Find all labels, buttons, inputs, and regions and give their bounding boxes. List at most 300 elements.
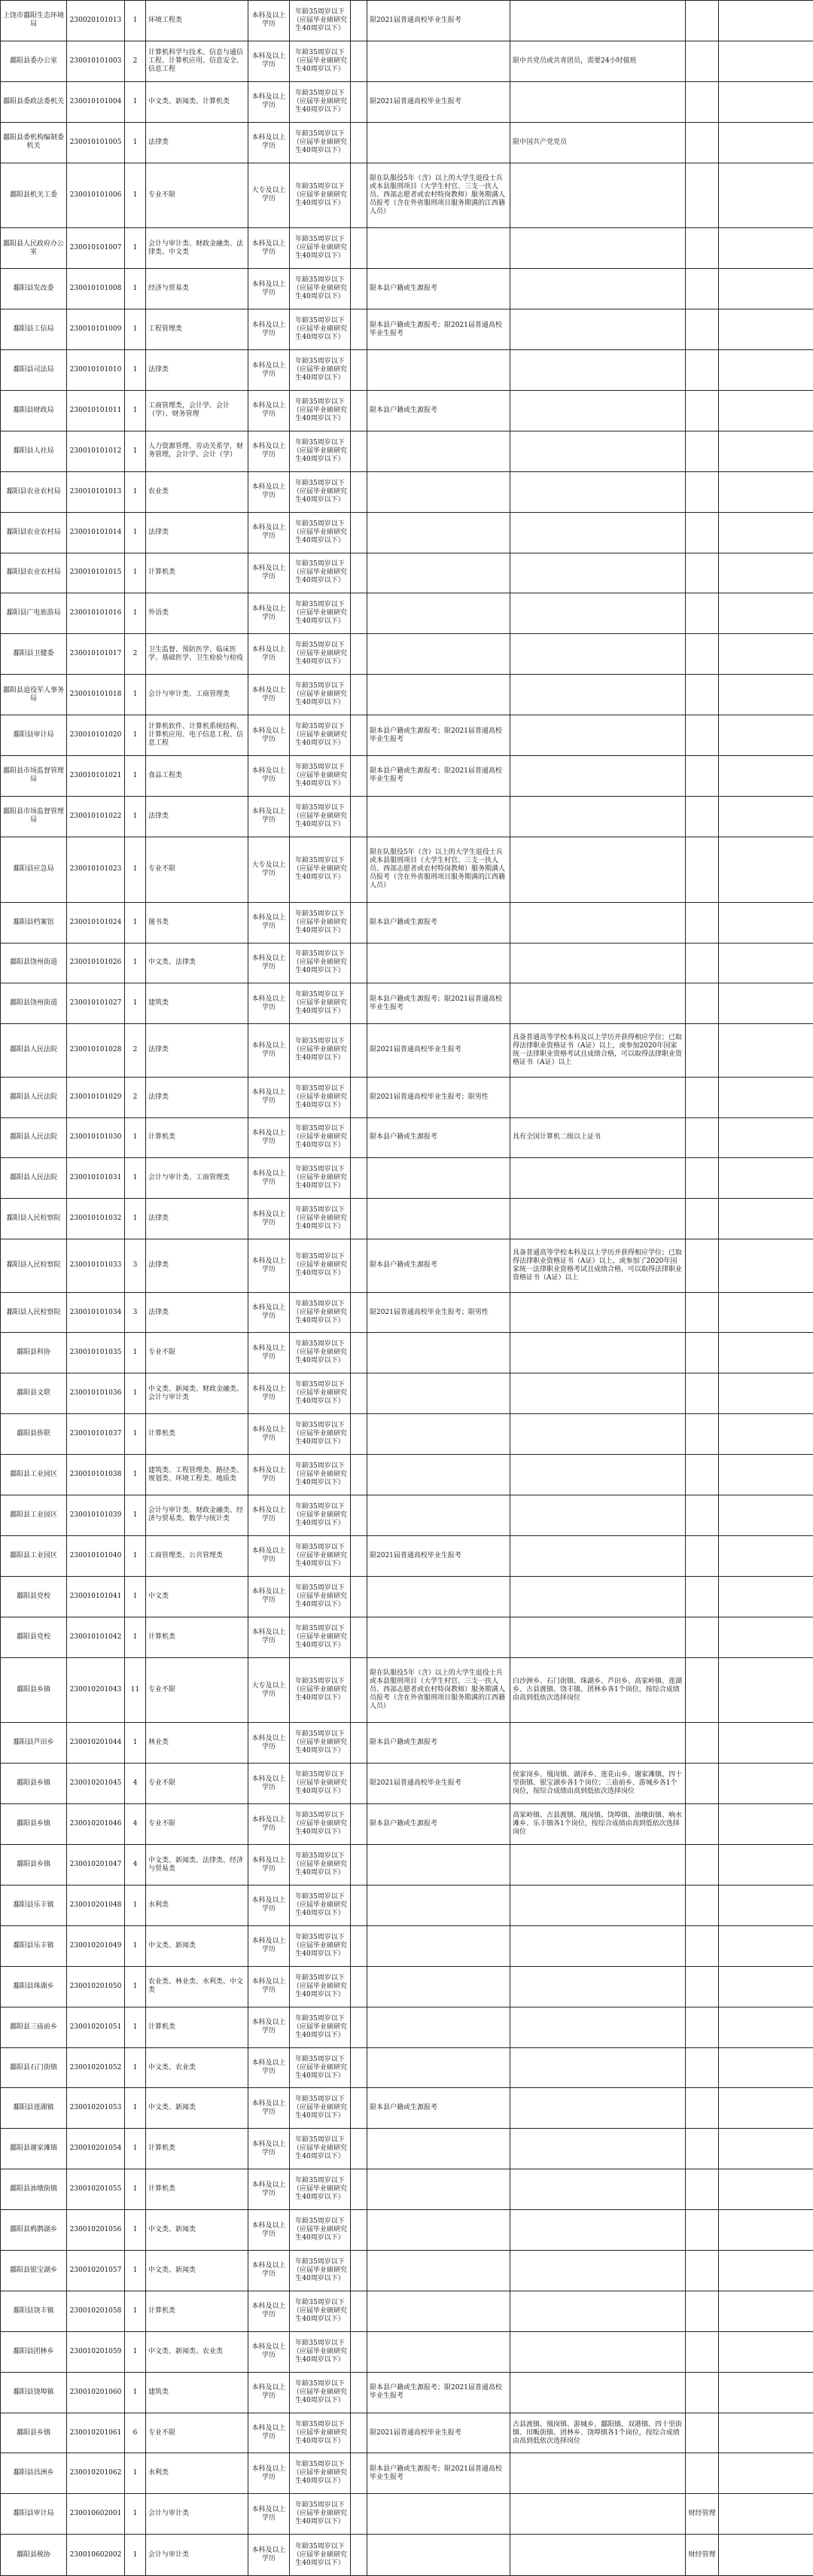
- other-conditions-cell: 限本县户籍或生源报考: [367, 1239, 510, 1292]
- position-code-cell: 230010101034: [67, 1292, 125, 1333]
- age-requirement-cell: 年龄35周岁以下（应届毕业硕研究生40周岁以下）: [290, 553, 351, 593]
- spacer-cell: [351, 2129, 367, 2169]
- table-row: [1, 1657, 813, 1723]
- remarks-cell: [510, 2210, 686, 2251]
- age-requirement-cell: 年龄35周岁以下（应届毕业硕研究生40周岁以下）: [290, 1925, 351, 1966]
- education-cell: 本科及以上学历: [248, 2088, 290, 2129]
- spacer-cell: [351, 675, 367, 715]
- education-cell: 本科及以上学历: [248, 1455, 290, 1495]
- headcount-cell: 1: [125, 593, 146, 634]
- remarks-cell: [510, 431, 686, 471]
- table-row: [1, 1886, 813, 1926]
- remarks-cell: [510, 2007, 686, 2047]
- unit-name-cell: 鄱阳县机关工委: [1, 163, 67, 228]
- education-cell: 大专及以上学历: [248, 1657, 290, 1723]
- job-category-cell: [686, 471, 719, 512]
- spacer-cell: [351, 1455, 367, 1495]
- major-cell: 专业不限: [146, 1764, 248, 1804]
- education-cell: 本科及以上学历: [248, 2169, 290, 2210]
- spacer-cell: [351, 796, 367, 837]
- job-category-cell: [686, 1077, 719, 1117]
- empty-cell: [719, 2088, 813, 2129]
- table-row: [1, 1845, 813, 1886]
- unit-name-cell: 鄱阳县市场监督管理局: [1, 755, 67, 796]
- other-conditions-cell: 限2021届普通高校毕业生报考: [367, 1, 510, 41]
- other-conditions-cell: 限本县户籍或生源报考；限2021届普通高校毕业生报考: [367, 983, 510, 1024]
- spacer-cell: [351, 309, 367, 350]
- job-category-cell: [686, 390, 719, 431]
- job-category-cell: [686, 2251, 719, 2291]
- spacer-cell: [351, 81, 367, 122]
- table-row: [1, 2007, 813, 2047]
- empty-cell: [719, 715, 813, 756]
- job-category-cell: [686, 1576, 719, 1617]
- table-row: [1, 1966, 813, 2007]
- table-row: [1, 2372, 813, 2413]
- headcount-cell: 4: [125, 1845, 146, 1886]
- spacer-cell: [351, 1333, 367, 1373]
- empty-cell: [719, 1117, 813, 1158]
- empty-cell: [719, 350, 813, 391]
- spacer-cell: [351, 1723, 367, 1764]
- spacer-cell: [351, 1535, 367, 1576]
- empty-cell: [719, 1414, 813, 1455]
- table-row: [1, 2169, 813, 2210]
- major-cell: 农业类、林业类、水利类、中文类: [146, 1966, 248, 2007]
- education-cell: 本科及以上学历: [248, 1495, 290, 1536]
- position-code-cell: 230010101007: [67, 228, 125, 269]
- remarks-cell: [510, 269, 686, 309]
- unit-name-cell: 鄱阳县石门街镇: [1, 2047, 67, 2088]
- headcount-cell: 1: [125, 902, 146, 943]
- age-requirement-cell: 年龄35周岁以下（应届毕业硕研究生40周岁以下）: [290, 1333, 351, 1373]
- other-conditions-cell: 限本县户籍或生源报考；限2021届普通高校毕业生报考: [367, 755, 510, 796]
- table-row: [1, 1495, 813, 1536]
- empty-cell: [719, 1239, 813, 1292]
- headcount-cell: 1: [125, 2129, 146, 2169]
- age-requirement-cell: 年龄35周岁以下（应届毕业硕研究生40周岁以下）: [290, 122, 351, 163]
- headcount-cell: 1: [125, 350, 146, 391]
- education-cell: 本科及以上学历: [248, 2047, 290, 2088]
- job-category-cell: [686, 2129, 719, 2169]
- education-cell: 本科及以上学历: [248, 943, 290, 983]
- table-row: [1, 796, 813, 837]
- empty-cell: [719, 1455, 813, 1495]
- headcount-cell: 1: [125, 309, 146, 350]
- position-code-cell: 230010602002: [67, 2535, 125, 2576]
- position-code-cell: 230010101031: [67, 1158, 125, 1199]
- table-row: [1, 1455, 813, 1495]
- unit-name-cell: 鄱阳县莲湖镇: [1, 2088, 67, 2129]
- education-cell: 本科及以上学历: [248, 1845, 290, 1886]
- job-category-cell: [686, 553, 719, 593]
- unit-name-cell: 鄱阳县侨联: [1, 1414, 67, 1455]
- empty-cell: [719, 122, 813, 163]
- unit-name-cell: 鄱阳县乡镇: [1, 2413, 67, 2453]
- table-row: [1, 675, 813, 715]
- job-category-cell: [686, 1657, 719, 1723]
- age-requirement-cell: 年龄35周岁以下（应届毕业硕研究生40周岁以下）: [290, 228, 351, 269]
- headcount-cell: 3: [125, 1239, 146, 1292]
- major-cell: 专业不限: [146, 2413, 248, 2453]
- education-cell: 本科及以上学历: [248, 983, 290, 1024]
- unit-name-cell: 鄱阳县卫健委: [1, 634, 67, 675]
- major-cell: 图书类: [146, 902, 248, 943]
- other-conditions-cell: 限在队服役5年（含）以上的大学生退役士兵或本县服刑项目（大学生村官、三支一扶人员、西部志愿者或农村特岗教师）服务期满人员报考（含在外省服刑项目服务期满的江西籍人员）: [367, 837, 510, 902]
- job-category-cell: [686, 1373, 719, 1414]
- position-code-cell: 230010101006: [67, 163, 125, 228]
- education-cell: 本科及以上学历: [248, 755, 290, 796]
- table-row: [1, 1373, 813, 1414]
- education-cell: 本科及以上学历: [248, 2372, 290, 2413]
- spacer-cell: [351, 1764, 367, 1804]
- headcount-cell: 1: [125, 228, 146, 269]
- major-cell: 中文类、新闻类、法律类、经济与贸易类: [146, 1845, 248, 1886]
- other-conditions-cell: 限本县户籍或生源报考；限2021届普通高校毕业生报考: [367, 2453, 510, 2494]
- empty-cell: [719, 2047, 813, 2088]
- job-category-cell: [686, 2088, 719, 2129]
- age-requirement-cell: 年龄35周岁以下（应届毕业硕研究生40周岁以下）: [290, 1373, 351, 1414]
- other-conditions-cell: 限2021届普通高校毕业生报考: [367, 81, 510, 122]
- remarks-cell: [510, 2047, 686, 2088]
- remarks-cell: [510, 1158, 686, 1199]
- empty-cell: [719, 2129, 813, 2169]
- position-code-cell: 230010101026: [67, 943, 125, 983]
- other-conditions-cell: 限本县户籍或生源报考: [367, 1117, 510, 1158]
- remarks-cell: [510, 983, 686, 1024]
- education-cell: 本科及以上学历: [248, 634, 290, 675]
- table-row: [1, 943, 813, 983]
- remarks-cell: [510, 2088, 686, 2129]
- other-conditions-cell: 限2021届普通高校毕业生报考: [367, 1535, 510, 1576]
- age-requirement-cell: 年龄35周岁以下（应届毕业硕研究生40周岁以下）: [290, 1966, 351, 2007]
- table-row: [1, 593, 813, 634]
- headcount-cell: 2: [125, 41, 146, 81]
- table-row: [1, 2047, 813, 2088]
- other-conditions-cell: 限在队服役5年（含）以上的大学生退役士兵或本县服刑项目（大学生村官、三支一扶人员、西部志愿者或农村特岗教师）服务期满人员报考（含在外省服刑项目服务期满的江西籍人员）: [367, 1657, 510, 1723]
- age-requirement-cell: 年龄35周岁以下（应届毕业硕研究生40周岁以下）: [290, 1886, 351, 1926]
- empty-cell: [719, 163, 813, 228]
- position-code-cell: 230010201054: [67, 2129, 125, 2169]
- age-requirement-cell: 年龄35周岁以下（应届毕业硕研究生40周岁以下）: [290, 1414, 351, 1455]
- major-cell: 林业类: [146, 1723, 248, 1764]
- major-cell: 计算机类: [146, 2291, 248, 2331]
- headcount-cell: 1: [125, 1199, 146, 1239]
- headcount-cell: 1: [125, 2169, 146, 2210]
- unit-name-cell: 鄱阳县人民法院: [1, 1158, 67, 1199]
- headcount-cell: 1: [125, 715, 146, 756]
- spacer-cell: [351, 2291, 367, 2331]
- age-requirement-cell: 年龄35周岁以下（应届毕业硕研究生40周岁以下）: [290, 1, 351, 41]
- headcount-cell: 1: [125, 1373, 146, 1414]
- other-conditions-cell: 限本县户籍或生源报考: [367, 390, 510, 431]
- education-cell: 本科及以上学历: [248, 1966, 290, 2007]
- job-category-cell: [686, 2453, 719, 2494]
- spacer-cell: [351, 902, 367, 943]
- empty-cell: [719, 228, 813, 269]
- empty-cell: [719, 1804, 813, 1845]
- other-conditions-cell: [367, 1845, 510, 1886]
- unit-name-cell: 鄱阳县昌洲乡: [1, 2453, 67, 2494]
- other-conditions-cell: [367, 2210, 510, 2251]
- position-code-cell: 230010101004: [67, 81, 125, 122]
- major-cell: 外语类: [146, 593, 248, 634]
- remarks-cell: 具备普通高等学校本科及以上学历并获得相应学位；已取得法律职业资格证书（A证）以上，或参加了2020年国家统一法律职业资格考试且成绩合格，可以取得法律职业资格证书（A证）以上: [510, 1239, 686, 1292]
- unit-name-cell: 鄱阳县委办公室: [1, 41, 67, 81]
- age-requirement-cell: 年龄35周岁以下（应届毕业硕研究生40周岁以下）: [290, 1723, 351, 1764]
- unit-name-cell: 鄱阳县财政局: [1, 390, 67, 431]
- table-row: [1, 553, 813, 593]
- other-conditions-cell: [367, 1414, 510, 1455]
- spacer-cell: [351, 269, 367, 309]
- table-row: [1, 755, 813, 796]
- job-category-cell: [686, 1292, 719, 1333]
- position-code-cell: 230010101009: [67, 309, 125, 350]
- major-cell: 法律类: [146, 512, 248, 553]
- education-cell: 本科及以上学历: [248, 1333, 290, 1373]
- age-requirement-cell: 年龄35周岁以下（应届毕业硕研究生40周岁以下）: [290, 593, 351, 634]
- headcount-cell: 1: [125, 1414, 146, 1455]
- education-cell: 本科及以上学历: [248, 1535, 290, 1576]
- spacer-cell: [351, 1657, 367, 1723]
- position-code-cell: 230010101030: [67, 1117, 125, 1158]
- headcount-cell: 1: [125, 1333, 146, 1373]
- unit-name-cell: 鄱阳县党校: [1, 1576, 67, 1617]
- unit-name-cell: 鄱阳县广电旅游局: [1, 593, 67, 634]
- education-cell: 本科及以上学历: [248, 715, 290, 756]
- education-cell: 本科及以上学历: [248, 2331, 290, 2372]
- other-conditions-cell: [367, 2047, 510, 2088]
- unit-name-cell: 鄱阳县文联: [1, 1373, 67, 1414]
- spacer-cell: [351, 41, 367, 81]
- education-cell: 本科及以上学历: [248, 1024, 290, 1077]
- age-requirement-cell: 年龄35周岁以下（应届毕业硕研究生40周岁以下）: [290, 796, 351, 837]
- other-conditions-cell: [367, 943, 510, 983]
- position-code-cell: 230010101039: [67, 1495, 125, 1536]
- other-conditions-cell: 限本县户籍或生源报考；限2021届普通高校毕业生报考: [367, 309, 510, 350]
- empty-cell: [719, 1764, 813, 1804]
- age-requirement-cell: 年龄35周岁以下（应届毕业硕研究生40周岁以下）: [290, 634, 351, 675]
- other-conditions-cell: 限在队服役5年（含）以上的大学生退役士兵或本县服刑项目（大学生村官、三支一扶人员、西部志愿者或农村特岗教师）服务期满人员报考（含在外省服刑项目服务期满的江西籍人员）: [367, 163, 510, 228]
- position-code-cell: 230010101028: [67, 1024, 125, 1077]
- table-row: [1, 1, 813, 41]
- age-requirement-cell: 年龄35周岁以下（应届毕业硕研究生40周岁以下）: [290, 2088, 351, 2129]
- spacer-cell: [351, 1292, 367, 1333]
- age-requirement-cell: 年龄35周岁以下（应届毕业硕研究生40周岁以下）: [290, 2291, 351, 2331]
- job-category-cell: [686, 2047, 719, 2088]
- major-cell: 计算机软件、计算机系统结构、计算机应用、电子信息工程、信息工程: [146, 715, 248, 756]
- headcount-cell: 1: [125, 2088, 146, 2129]
- age-requirement-cell: 年龄35周岁以下（应届毕业硕研究生40周岁以下）: [290, 2535, 351, 2576]
- job-category-cell: [686, 796, 719, 837]
- table-row: [1, 2535, 813, 2576]
- major-cell: 法律类: [146, 1239, 248, 1292]
- education-cell: 本科及以上学历: [248, 1414, 290, 1455]
- other-conditions-cell: [367, 634, 510, 675]
- remarks-cell: [510, 1576, 686, 1617]
- headcount-cell: 1: [125, 269, 146, 309]
- major-cell: 计算机类: [146, 2169, 248, 2210]
- unit-name-cell: 鄱阳县退役军人事务局: [1, 675, 67, 715]
- position-code-cell: 230010201043: [67, 1657, 125, 1723]
- position-code-cell: 230010101042: [67, 1617, 125, 1657]
- remarks-cell: [510, 2331, 686, 2372]
- major-cell: 中文类、新闻类: [146, 2251, 248, 2291]
- age-requirement-cell: 年龄35周岁以下（应届毕业硕研究生40周岁以下）: [290, 1495, 351, 1536]
- remarks-cell: [510, 2372, 686, 2413]
- education-cell: 本科及以上学历: [248, 553, 290, 593]
- age-requirement-cell: 年龄35周岁以下（应届毕业硕研究生40周岁以下）: [290, 2413, 351, 2453]
- job-category-cell: [686, 1886, 719, 1926]
- position-code-cell: 230010201053: [67, 2088, 125, 2129]
- headcount-cell: 2: [125, 1024, 146, 1077]
- headcount-cell: 1: [125, 1535, 146, 1576]
- headcount-cell: 1: [125, 983, 146, 1024]
- education-cell: 本科及以上学历: [248, 902, 290, 943]
- headcount-cell: 1: [125, 1617, 146, 1657]
- job-category-cell: [686, 2169, 719, 2210]
- empty-cell: [719, 1576, 813, 1617]
- major-cell: 食品工程类: [146, 755, 248, 796]
- table-row: [1, 1804, 813, 1845]
- job-category-cell: [686, 309, 719, 350]
- position-code-cell: 230010101003: [67, 41, 125, 81]
- table-row: [1, 1576, 813, 1617]
- position-code-cell: 230010101024: [67, 902, 125, 943]
- education-cell: 本科及以上学历: [248, 1292, 290, 1333]
- other-conditions-cell: [367, 2535, 510, 2576]
- age-requirement-cell: 年龄35周岁以下（应届毕业硕研究生40周岁以下）: [290, 2494, 351, 2535]
- unit-name-cell: 鄱阳县人民法院: [1, 1117, 67, 1158]
- table-row: [1, 1764, 813, 1804]
- remarks-cell: [510, 1845, 686, 1886]
- job-category-cell: [686, 902, 719, 943]
- major-cell: 专业不限: [146, 163, 248, 228]
- empty-cell: [719, 1657, 813, 1723]
- headcount-cell: 1: [125, 2535, 146, 2576]
- major-cell: 专业不限: [146, 1657, 248, 1723]
- job-category-cell: [686, 2331, 719, 2372]
- unit-name-cell: 鄱阳县农业农村局: [1, 471, 67, 512]
- major-cell: 会计与审计类: [146, 2494, 248, 2535]
- other-conditions-cell: 限本县户籍或生源报考: [367, 269, 510, 309]
- spacer-cell: [351, 390, 367, 431]
- major-cell: 中文类、新闻类: [146, 2210, 248, 2251]
- education-cell: 本科及以上学历: [248, 2413, 290, 2453]
- major-cell: 建筑类: [146, 2372, 248, 2413]
- headcount-cell: 1: [125, 1925, 146, 1966]
- spacer-cell: [351, 1886, 367, 1926]
- headcount-cell: 1: [125, 81, 146, 122]
- other-conditions-cell: 限2021届普通高校毕业生报考；限男性: [367, 1292, 510, 1333]
- unit-name-cell: 鄱阳县发改委: [1, 269, 67, 309]
- empty-cell: [719, 2535, 813, 2576]
- headcount-cell: 1: [125, 2453, 146, 2494]
- other-conditions-cell: [367, 431, 510, 471]
- job-category-cell: 财经管理: [686, 2535, 719, 2576]
- position-code-cell: 230010101012: [67, 431, 125, 471]
- education-cell: 本科及以上学历: [248, 1077, 290, 1117]
- table-row: [1, 2210, 813, 2251]
- other-conditions-cell: 限本县户籍或生源报考: [367, 2088, 510, 2129]
- empty-cell: [719, 269, 813, 309]
- spacer-cell: [351, 350, 367, 391]
- age-requirement-cell: 年龄35周岁以下（应届毕业硕研究生40周岁以下）: [290, 2007, 351, 2047]
- other-conditions-cell: 限本县户籍或生源报考: [367, 1804, 510, 1845]
- major-cell: 建筑类、工程管理类、路径类、规划类、环境工程类、地质类: [146, 1455, 248, 1495]
- major-cell: 法律类: [146, 1199, 248, 1239]
- job-category-cell: [686, 41, 719, 81]
- spacer-cell: [351, 1024, 367, 1077]
- remarks-cell: [510, 1617, 686, 1657]
- job-category-cell: [686, 1966, 719, 2007]
- other-conditions-cell: 限2021届普通高校毕业生报考: [367, 1024, 510, 1077]
- remarks-cell: [510, 390, 686, 431]
- headcount-cell: 1: [125, 837, 146, 902]
- major-cell: 法律类: [146, 1077, 248, 1117]
- job-category-cell: 财经管理: [686, 2494, 719, 2535]
- position-code-cell: 230010101040: [67, 1535, 125, 1576]
- major-cell: 法律类: [146, 122, 248, 163]
- other-conditions-cell: [367, 1455, 510, 1495]
- remarks-cell: [510, 81, 686, 122]
- age-requirement-cell: 年龄35周岁以下（应届毕业硕研究生40周岁以下）: [290, 1158, 351, 1199]
- position-code-cell: 230010201046: [67, 1804, 125, 1845]
- education-cell: 本科及以上学历: [248, 81, 290, 122]
- job-category-cell: [686, 1495, 719, 1536]
- headcount-cell: 6: [125, 2413, 146, 2453]
- empty-cell: [719, 1723, 813, 1764]
- position-code-cell: 230010201058: [67, 2291, 125, 2331]
- job-category-cell: [686, 675, 719, 715]
- major-cell: 计算机类: [146, 1414, 248, 1455]
- other-conditions-cell: [367, 512, 510, 553]
- unit-name-cell: 鄱阳县三庙前乡: [1, 2007, 67, 2047]
- job-category-cell: [686, 715, 719, 756]
- position-code-cell: 230010101022: [67, 796, 125, 837]
- unit-name-cell: 鄱阳县人民检察院: [1, 1239, 67, 1292]
- table-row: [1, 1617, 813, 1657]
- headcount-cell: 1: [125, 390, 146, 431]
- remarks-cell: [510, 902, 686, 943]
- education-cell: 本科及以上学历: [248, 1117, 290, 1158]
- spacer-cell: [351, 2007, 367, 2047]
- education-cell: 本科及以上学历: [248, 2494, 290, 2535]
- position-code-cell: 230010201060: [67, 2372, 125, 2413]
- unit-name-cell: 鄱阳县农业农村局: [1, 553, 67, 593]
- table-row: [1, 2088, 813, 2129]
- education-cell: 本科及以上学历: [248, 2251, 290, 2291]
- age-requirement-cell: 年龄35周岁以下（应届毕业硕研究生40周岁以下）: [290, 1576, 351, 1617]
- major-cell: 法律类: [146, 796, 248, 837]
- unit-name-cell: 鄱阳县油墩街镇: [1, 2169, 67, 2210]
- education-cell: 本科及以上学历: [248, 2007, 290, 2047]
- job-category-cell: [686, 350, 719, 391]
- age-requirement-cell: 年龄35周岁以下（应届毕业硕研究生40周岁以下）: [290, 1455, 351, 1495]
- empty-cell: [719, 1024, 813, 1077]
- table-row: [1, 2413, 813, 2453]
- remarks-cell: [510, 1535, 686, 1576]
- unit-name-cell: 鄱阳县应急局: [1, 837, 67, 902]
- spacer-cell: [351, 2494, 367, 2535]
- job-category-cell: [686, 1804, 719, 1845]
- table-row: [1, 634, 813, 675]
- spacer-cell: [351, 2535, 367, 2576]
- headcount-cell: 1: [125, 2210, 146, 2251]
- remarks-cell: [510, 796, 686, 837]
- table-row: [1, 2291, 813, 2331]
- empty-cell: [719, 81, 813, 122]
